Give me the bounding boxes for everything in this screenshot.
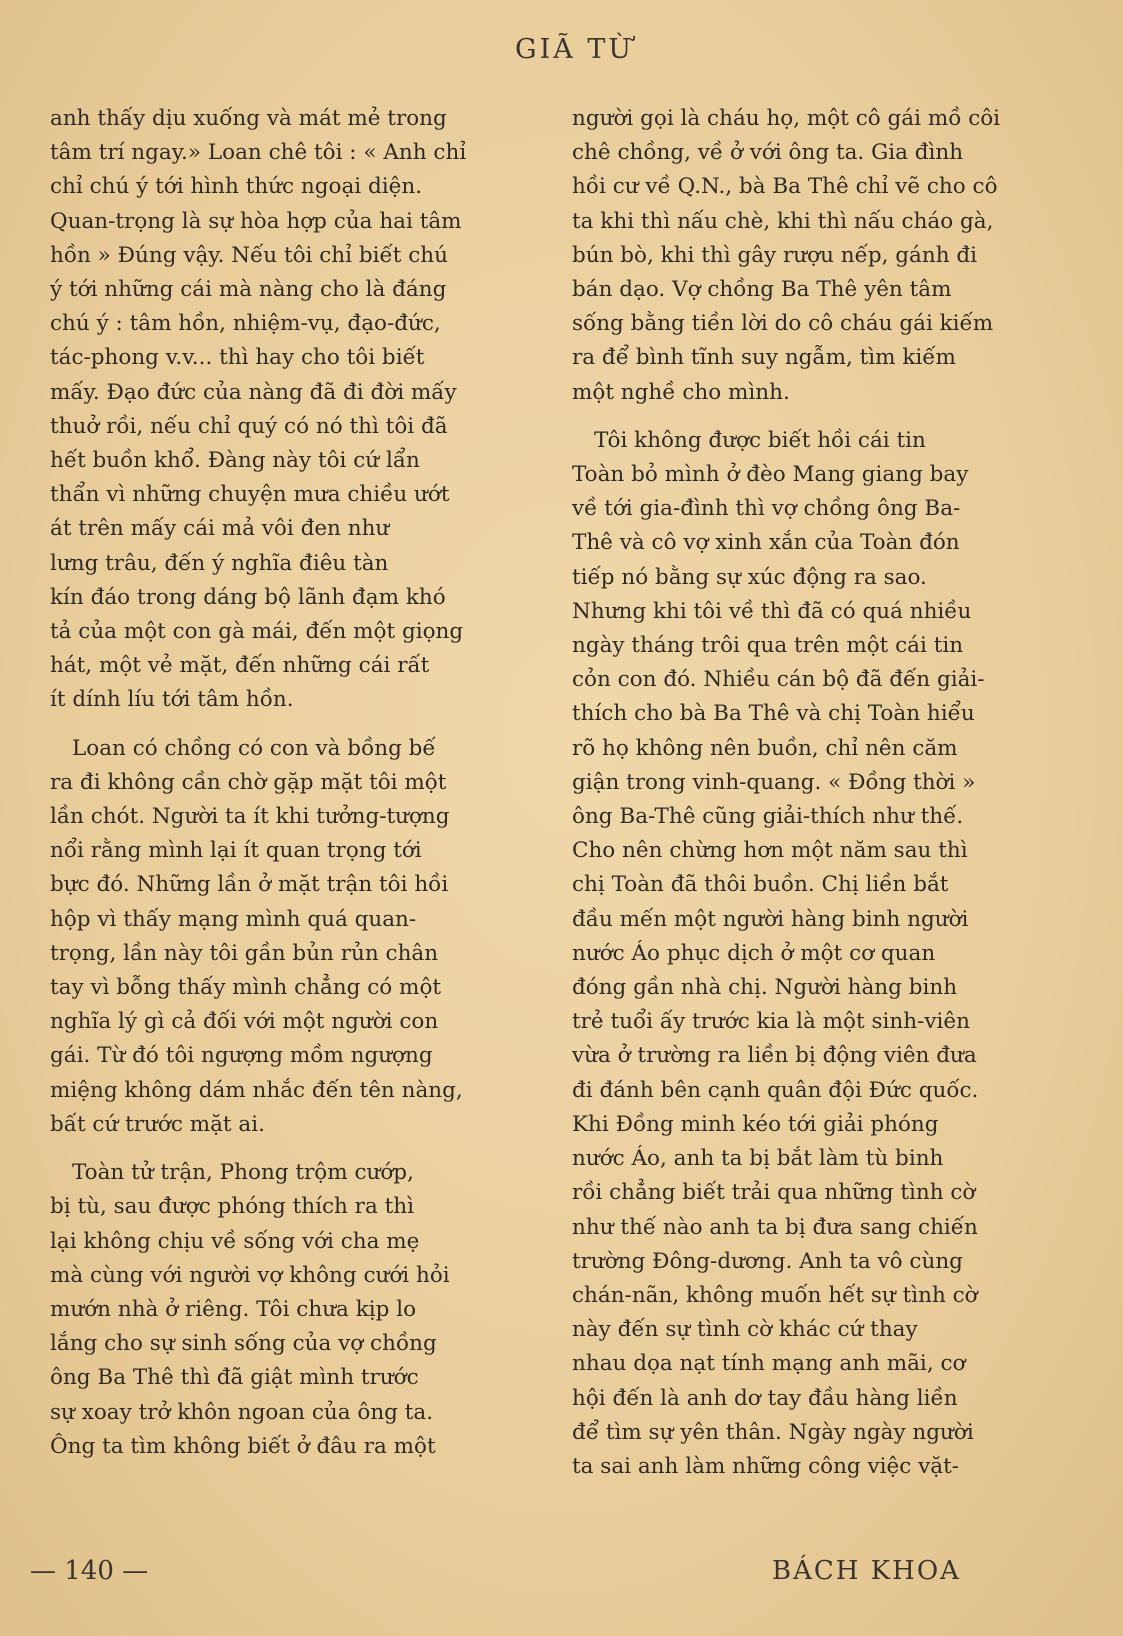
text-line: bún bò, khi thì gây rượu nếp, gánh đi — [572, 242, 978, 268]
text-line: hội đến là anh dơ tay đầu hàng liền — [572, 1385, 958, 1411]
paragraph — [572, 424, 1072, 1484]
text-line: át trên mấy cái mả vôi đen như — [50, 516, 390, 542]
text-line: như thế nào anh ta bị đưa sang chiến — [572, 1214, 978, 1240]
text-line: lưng trâu, đến ý nghĩa điêu tàn — [50, 550, 389, 576]
text-line: nhau dọa nạt tính mạng anh mãi, cơ — [572, 1351, 966, 1377]
left-column — [50, 102, 535, 1478]
text-line: mấy. Đạo đức của nàng đã đi đời mấy — [50, 379, 457, 405]
right-column — [572, 102, 1072, 1498]
text-line: ông Ba-Thê cũng giải-thích như thế. — [572, 804, 964, 830]
text-line: hát, một vẻ mặt, đến những cái rất — [50, 653, 430, 679]
text-line: lắng cho sự sinh sống của vợ chồng — [50, 1331, 437, 1357]
text-line: Thê và cô vợ xinh xắn của Toàn đón — [572, 530, 960, 556]
text-line: về tới gia-đình thì vợ chồng ông Ba- — [572, 496, 961, 522]
text-line: thẩn vì những chuyện mưa chiều ướt — [50, 482, 450, 508]
text-line: chê chồng, về ở với ông ta. Gia đình — [572, 140, 964, 166]
text-line: đóng gần nhà chị. Người hàng binh — [572, 975, 958, 1001]
text-line: chị Toàn đã thôi buồn. Chị liền bắt — [572, 872, 949, 898]
text-line: Tôi không được biết hồi cái tin — [594, 427, 926, 453]
text-line: đi đánh bên cạnh quân đội Đức quốc. — [572, 1077, 979, 1103]
text-line: mà cùng với người vợ không cưới hỏi — [50, 1262, 450, 1288]
text-line: gái. Từ đó tôi ngượng mồm ngượng — [50, 1043, 433, 1069]
text-line: nước Áo, anh ta bị bắt làm tù binh — [572, 1146, 944, 1172]
text-line: lại không chịu về sống với cha mẹ — [50, 1228, 420, 1254]
text-line: tâm trí ngay.» Loan chê tôi : « Anh chỉ — [50, 140, 467, 166]
text-line: ra để bình tĩnh suy ngẫm, tìm kiếm — [572, 345, 956, 371]
text-line: trẻ tuổi ấy trước kia là một sinh-viên — [572, 1009, 970, 1035]
text-line: kín đáo trong dáng bộ lãnh đạm khó — [50, 584, 446, 610]
text-line: Loan có chồng có con và bồng bế — [72, 735, 436, 761]
text-line: Quan-trọng là sự hòa hợp của hai tâm — [50, 208, 462, 234]
text-line: này đến sự tình cờ khác cứ thay — [572, 1317, 918, 1343]
text-line: ra đi không cần chờ gặp mặt tôi một — [50, 769, 447, 795]
paragraph — [572, 102, 1072, 410]
text-line: hồi cư về Q.N., bà Ba Thê chỉ vẽ cho cô — [572, 174, 998, 200]
text-line: nước Áo phục dịch ở một cơ quan — [572, 940, 936, 966]
text-line: chỉ chú ý tới hình thức ngoại diện. — [50, 174, 423, 200]
paragraph — [50, 1156, 535, 1464]
paragraph — [50, 102, 535, 718]
text-line: sự xoay trở khôn ngoan của ông ta. — [50, 1399, 434, 1425]
text-line: ông Ba Thê thì đã giật mình trước — [50, 1365, 419, 1391]
text-line: Toàn tử trận, Phong trộm cướp, — [72, 1160, 414, 1186]
page-number: — 140 — — [30, 1556, 149, 1586]
text-line: tác-phong v.v... thì hay cho tôi biết — [50, 345, 425, 371]
text-line: nổi rằng mình lại ít quan trọng tới — [50, 838, 422, 864]
text-line: cỏn con đó. Nhiều cán bộ đã đến giải- — [572, 667, 985, 693]
text-line: tay vì bỗng thấy mình chẳng có một — [50, 975, 442, 1001]
text-line: miệng không dám nhắc đến tên nàng, — [50, 1077, 463, 1103]
text-line: Ông ta tìm không biết ở đâu ra một — [50, 1433, 436, 1459]
text-line: anh thấy dịu xuống và mát mẻ trong — [50, 106, 447, 131]
text-line: chán-nãn, không muốn hết sự tình cờ — [572, 1282, 978, 1308]
text-line: sống bằng tiền lời do cô cháu gái kiếm — [572, 311, 994, 337]
magazine-title: BÁCH KHOA — [772, 1556, 961, 1586]
text-line: bất cứ trước mặt ai. — [50, 1111, 265, 1137]
text-line: giận trong vinh-quang. « Đồng thời » — [572, 769, 976, 795]
text-line: Nhưng khi tôi về thì đã có quá nhiều — [572, 598, 972, 624]
text-line: để tìm sự yên thân. Ngày ngày người — [572, 1419, 974, 1445]
paragraph — [50, 732, 535, 1142]
text-line: Khi Đồng minh kéo tới giải phóng — [572, 1111, 939, 1137]
text-line: bực đó. Những lần ở mặt trận tôi hồi — [50, 872, 449, 898]
text-line: ta khi thì nấu chè, khi thì nấu cháo gà, — [572, 208, 994, 234]
text-line: hộp vì thấy mạng mình quá quan- — [50, 906, 417, 932]
text-line: người gọi là cháu họ, một cô gái mồ côi — [572, 106, 1001, 131]
text-line: ý tới những cái mà nàng cho là đáng — [50, 277, 447, 303]
text-line: bị tù, sau được phóng thích ra thì — [50, 1194, 414, 1220]
text-line: nghĩa lý gì cả đối với một người con — [50, 1009, 439, 1035]
text-line: tả của một con gà mái, đến một giọng — [50, 619, 464, 645]
text-line: thích cho bà Ba Thê và chị Toàn hiểu — [572, 701, 975, 727]
text-line: tiếp nó bằng sự xúc động ra sao. — [572, 564, 927, 590]
text-line: chú ý : tâm hồn, nhiệm-vụ, đạo-đức, — [50, 311, 441, 337]
text-line: rồi chẳng biết trải qua những tình cờ — [572, 1180, 976, 1206]
running-head: GIÃ TỪ — [515, 34, 635, 65]
text-line: vừa ở trường ra liền bị động viên đưa — [572, 1043, 977, 1069]
text-line: rõ họ không nên buồn, chỉ nên căm — [572, 735, 958, 761]
text-line: lần chót. Người ta ít khi tưởng-tượng — [50, 804, 450, 830]
text-line: trường Đông-dương. Anh ta vô cùng — [572, 1248, 963, 1274]
text-line: bán dạo. Vợ chồng Ba Thê yên tâm — [572, 277, 952, 303]
text-line: trọng, lần này tôi gần bủn rủn chân — [50, 940, 439, 966]
text-line: mướn nhà ở riêng. Tôi chưa kịp lo — [50, 1296, 417, 1322]
text-line: ngày tháng trôi qua trên một cái tin — [572, 633, 964, 659]
text-line: ta sai anh làm những công việc vặt- — [572, 1453, 960, 1479]
text-line: ít dính líu tới tâm hồn. — [50, 687, 294, 713]
text-line: đầu mến một người hàng binh người — [572, 906, 969, 932]
text-line: Toàn bỏ mình ở đèo Mang giang bay — [572, 462, 969, 488]
text-line: thuở rồi, nếu chỉ quý có nó thì tôi đã — [50, 413, 448, 439]
text-line: Cho nên chừng hơn một năm sau thì — [572, 838, 968, 864]
text-line: hồn » Đúng vậy. Nếu tôi chỉ biết chú — [50, 242, 448, 268]
text-line: một nghề cho mình. — [572, 379, 790, 405]
text-line: hết buồn khổ. Đàng này tôi cứ lẩn — [50, 448, 420, 474]
